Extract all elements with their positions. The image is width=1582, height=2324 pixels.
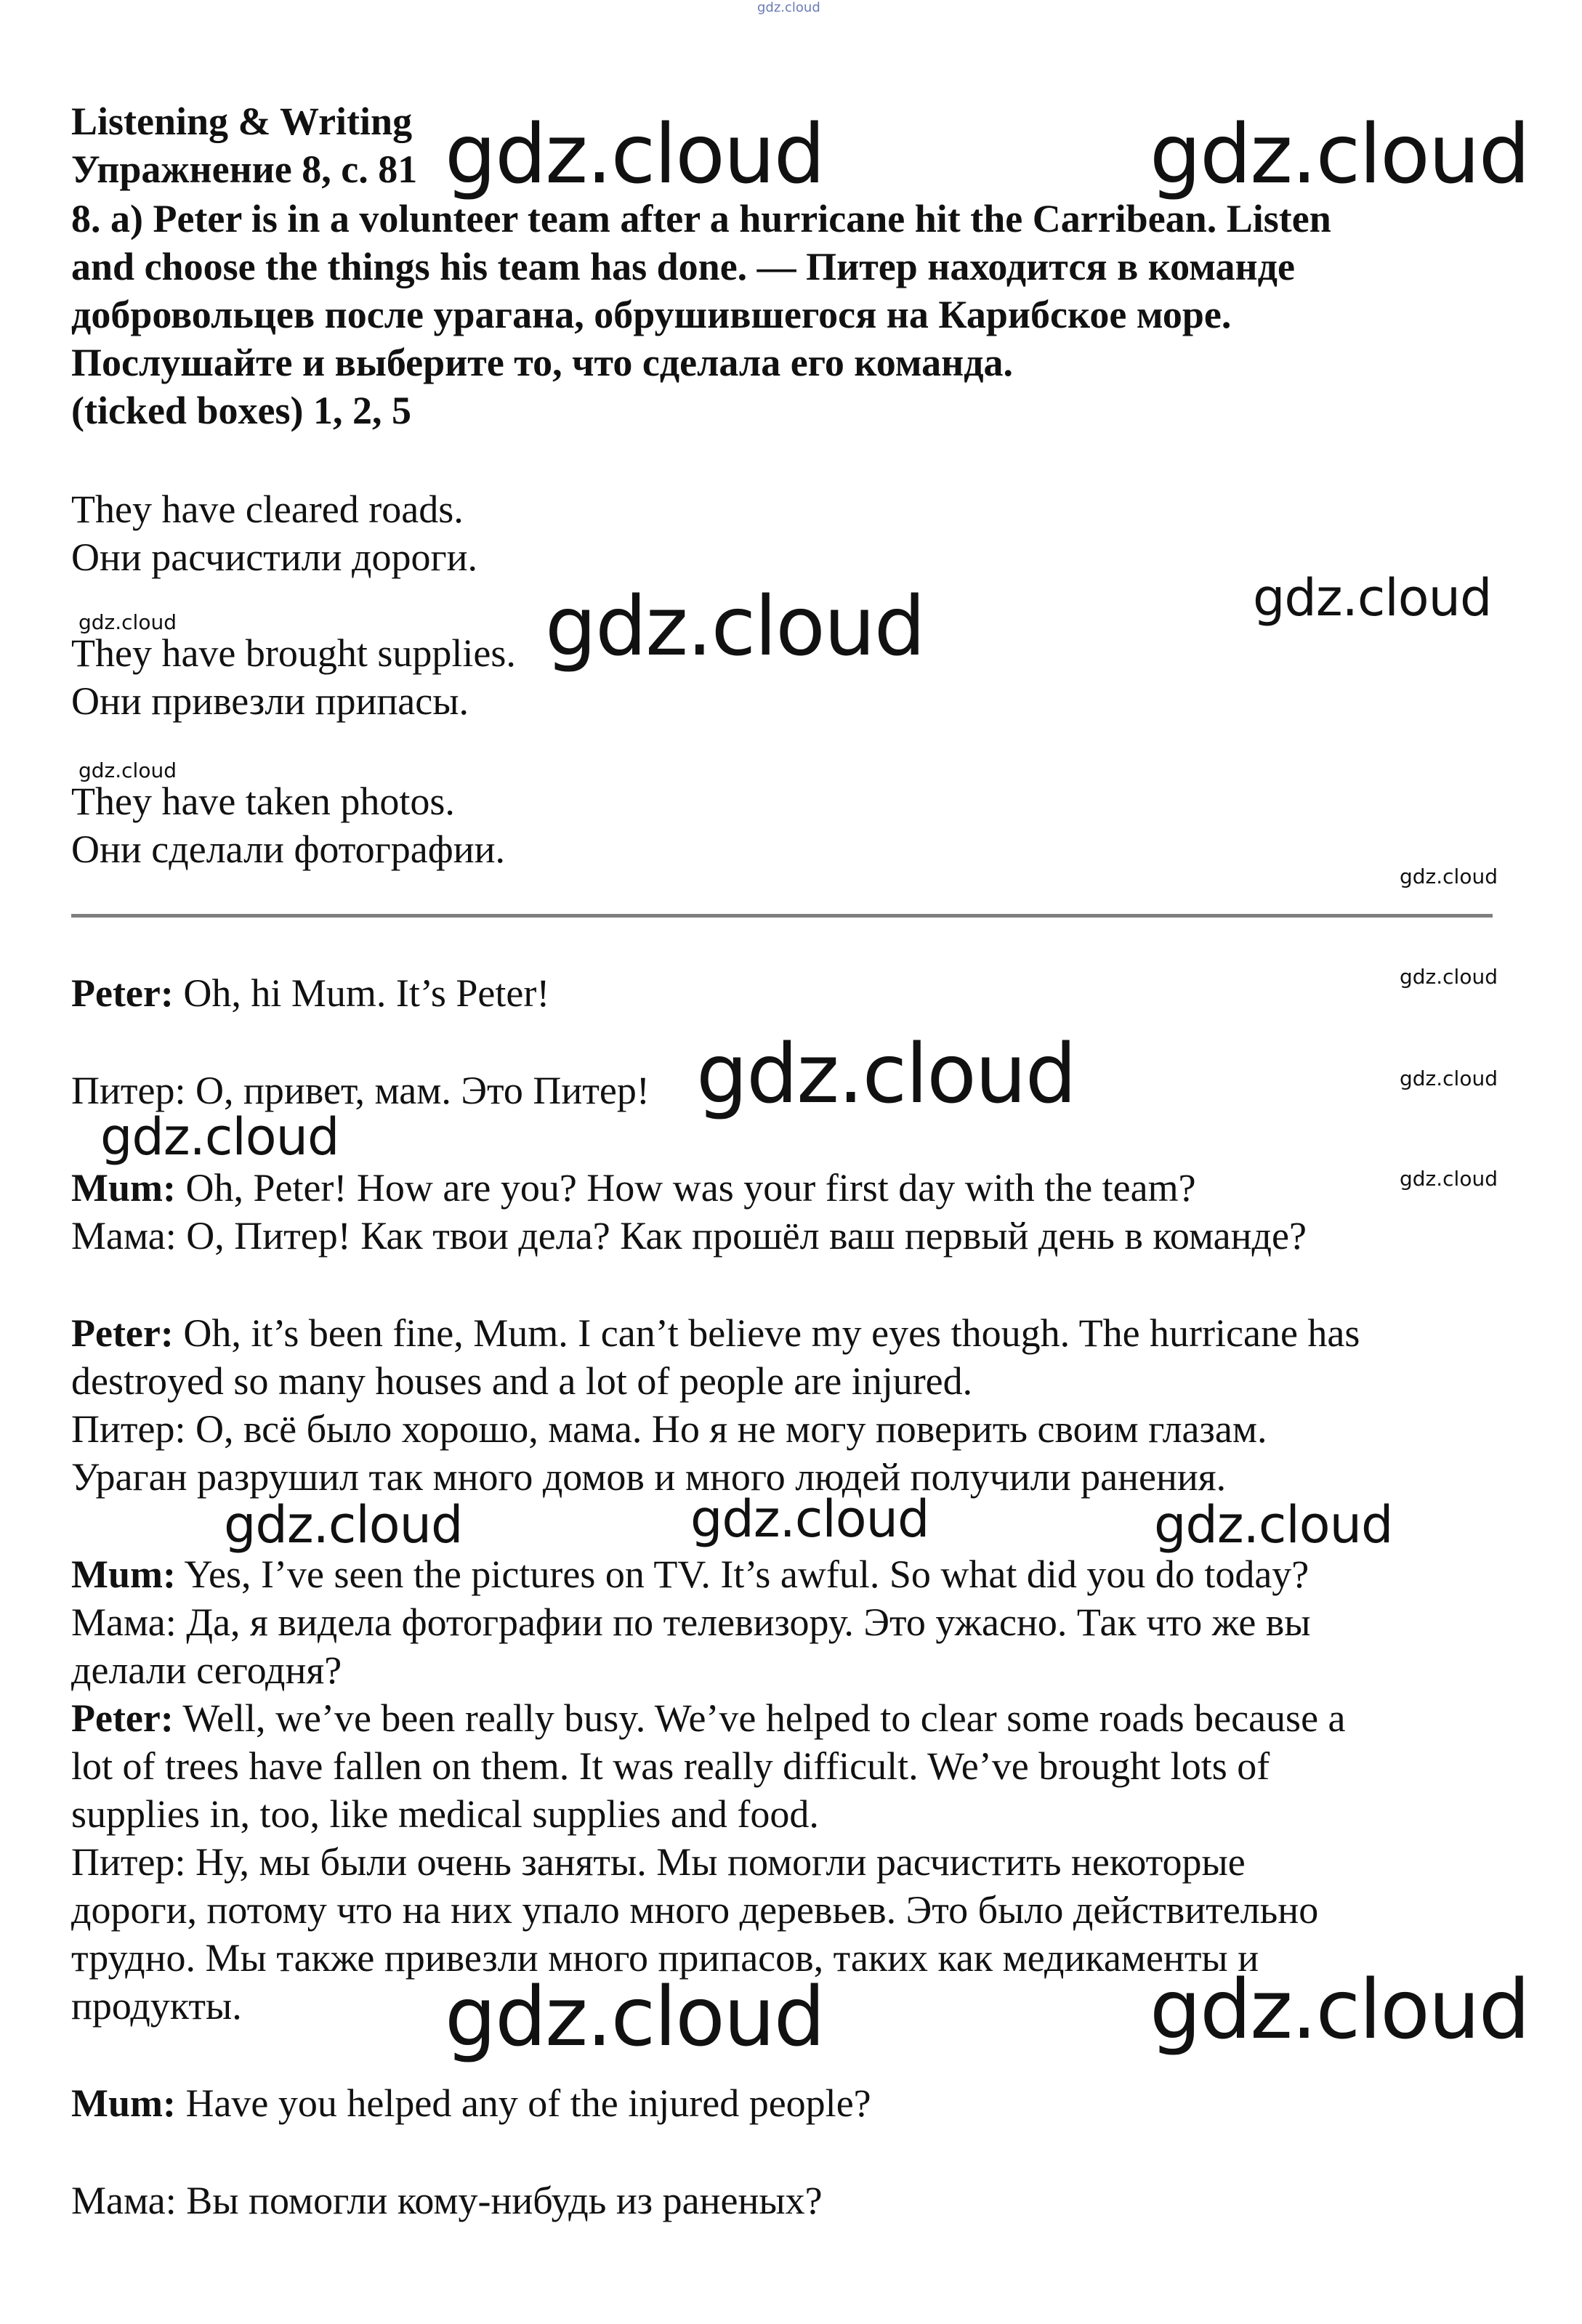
exercise-title: Упражнение 8, с. 81 [71, 147, 418, 191]
answer-1-ru: Они расчистили дороги. [71, 535, 478, 579]
speaker-peter: Peter: [71, 971, 174, 1015]
task-line-3: добровольцев после урагана, обрушившегося на Карибское море. [71, 293, 1232, 336]
watermark: gdz.cloud [690, 1489, 929, 1549]
answer-3-ru: Они сделали фотографии. [71, 827, 506, 871]
line-peter-2-ru1: Питер: О, всё было хорошо, мама. Но я не могу поверить своим глазам. [71, 1407, 1267, 1451]
line-mum-2 [71, 1550, 1309, 1598]
speaker-mum: Mum: [71, 2081, 176, 2125]
watermark: gdz.cloud [1400, 1167, 1498, 1191]
utterance: Well, we’ve been really busy. We’ve helped to clear some roads because a [173, 1696, 1346, 1740]
utterance: Oh, it’s been fine, Mum. I can’t believe my eyes though. The hurricane has [173, 1311, 1360, 1355]
line-peter-1-ru: Питер: О, привет, мам. Это Питер! [71, 1069, 650, 1112]
line-mum-3-ru: Мама: Вы помогли кому-нибудь из раненых? [71, 2179, 823, 2222]
line-mum-1-ru: Мама: О, Питер! Как твои дела? Как прошёл ваш первый день в команде? [71, 1214, 1307, 1258]
line-mum-1 [71, 1164, 1196, 1212]
watermark: gdz.cloud [545, 580, 924, 674]
answer-1-en: They have cleared roads. [71, 487, 464, 531]
task-line-2: and choose the things his team has done. — Питер находится в команде [71, 245, 1295, 288]
line-peter-2b: destroyed so many houses and a lot of people are injured. [71, 1359, 973, 1403]
speaker-mum: Mum: [71, 1552, 176, 1596]
task-line-4: Послушайте и выберите то, что сделала его команда. [71, 341, 1014, 384]
watermark: gdz.cloud [1400, 1066, 1498, 1090]
line-peter-2 [71, 1309, 1360, 1357]
utterance: Have you helped any of the injured people? [175, 2081, 871, 2125]
watermark: gdz.cloud [1150, 1963, 1529, 2057]
section-title: Listening & Writing [71, 100, 413, 143]
watermark-top: gdz.cloud [757, 0, 820, 15]
line-peter-3-ru2: дороги, потому что на них упало много деревьев. Это было действительно [71, 1888, 1319, 1932]
task-line-5: (ticked boxes) 1, 2, 5 [71, 389, 411, 432]
watermark: gdz.cloud [1150, 108, 1529, 202]
watermark: gdz.cloud [1400, 965, 1498, 989]
watermark: gdz.cloud [445, 1970, 824, 2065]
watermark: gdz.cloud [1154, 1495, 1393, 1555]
watermark: gdz.cloud [445, 108, 824, 202]
watermark: gdz.cloud [224, 1495, 463, 1555]
watermark: gdz.cloud [78, 758, 177, 782]
utterance: Oh, Peter! How are you? How was your first day with the team? [175, 1166, 1196, 1210]
line-peter-3-ru1: Питер: Ну, мы были очень заняты. Мы помогли расчистить некоторые [71, 1840, 1246, 1884]
line-peter-3-ru3: трудно. Мы также привезли много припасов, таких как медикаменты и [71, 1936, 1259, 1980]
watermark: gdz.cloud [78, 610, 177, 634]
answer-2-en: They have brought supplies. [71, 631, 516, 675]
utterance: Oh, hi Mum. It’s Peter! [173, 971, 550, 1015]
line-peter-3 [71, 1694, 1346, 1742]
divider [71, 914, 1493, 918]
line-peter-3-ru4: продукты. [71, 1984, 242, 2028]
line-mum-3 [71, 2079, 871, 2127]
speaker-mum: Mum: [71, 1166, 176, 1210]
utterance: Yes, I’ve seen the pictures on TV. It’s awful. So what did you do today? [175, 1552, 1309, 1596]
task-line-1: 8. a) Peter is in a volunteer team after a hurricane hit the Carribean. Listen [71, 197, 1331, 240]
line-peter-2-ru2: Ураган разрушил так много домов и много людей получили ранения. [71, 1455, 1227, 1499]
line-mum-2-ru2: делали сегодня? [71, 1648, 342, 1692]
watermark: gdz.cloud [100, 1107, 339, 1167]
line-peter-3c: supplies in, too, like medical supplies and food. [71, 1792, 819, 1836]
line-peter-3b: lot of trees have fallen on them. It was really difficult. We’ve brought lots of [71, 1744, 1270, 1788]
answer-2-ru: Они привезли припасы. [71, 679, 469, 723]
watermark: gdz.cloud [1253, 568, 1492, 628]
watermark: gdz.cloud [1400, 865, 1498, 888]
speaker-peter: Peter: [71, 1696, 174, 1740]
line-peter-1 [71, 969, 549, 1017]
line-mum-2-ru1: Мама: Да, я видела фотографии по телевизору. Это ужасно. Так что же вы [71, 1600, 1311, 1644]
watermark: gdz.cloud [696, 1027, 1075, 1122]
speaker-peter: Peter: [71, 1311, 174, 1355]
answer-3-en: They have taken photos. [71, 780, 455, 823]
